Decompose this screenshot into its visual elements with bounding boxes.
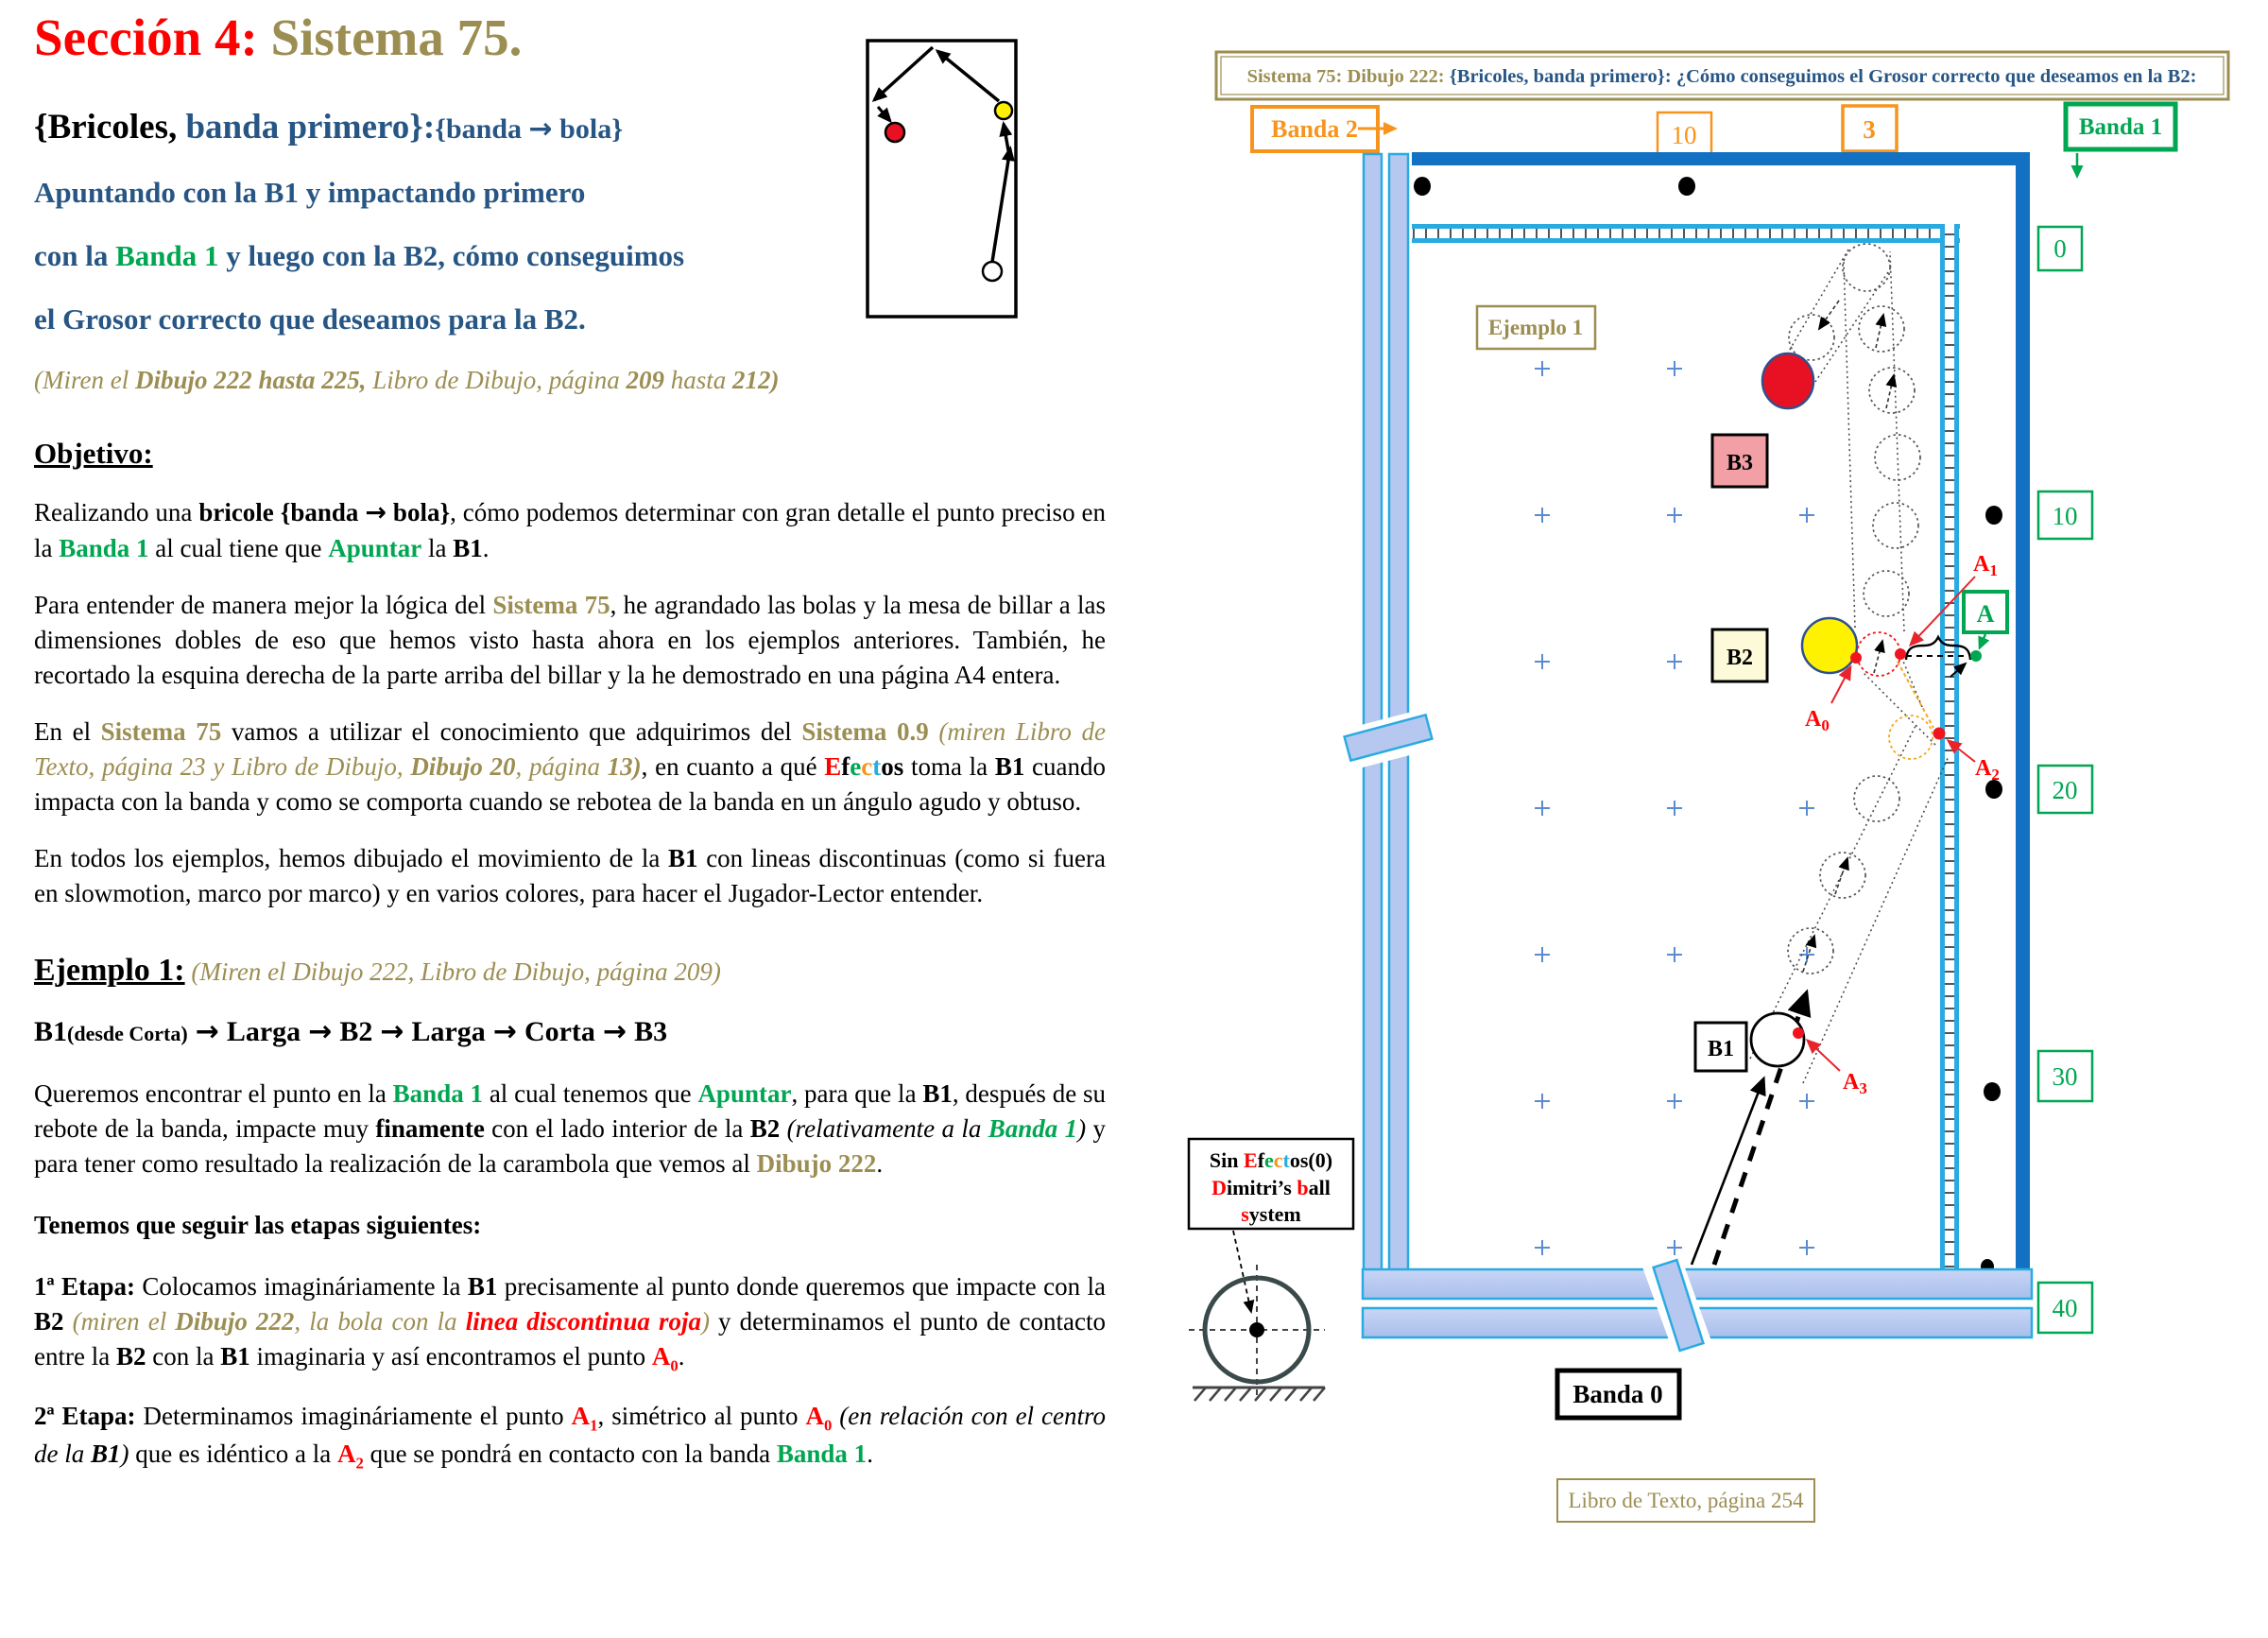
steps-heading: Tenemos que seguir las etapas siguientes: [34, 1210, 482, 1239]
b2-label: B2 [1726, 646, 1754, 670]
scale-0: 0 [2053, 234, 2067, 263]
mini-diagram [846, 24, 1073, 340]
cushion-right-hatch [1945, 224, 1954, 1273]
lead-line-1: Apuntando con la B1 y impactando primero [34, 176, 586, 209]
imaginary-b1-circle [1857, 632, 1900, 676]
section-title-gold: Sistema 75. [257, 9, 523, 66]
red-ball-b3 [1762, 353, 1813, 408]
a2-label: $A_2$ [1975, 756, 2000, 784]
scale-10: 10 [2052, 502, 2078, 530]
table-frame-top [1412, 152, 2030, 165]
paragraph-5: Queremos encontrar el punto en la Banda 1 al cual tenemos que Apuntar, para que la B1, después de su rebote de la banda, impacte muy finamente con el lado interior de la B2 (relativamente a la Banda 1) y para tener como resultado la realización de la carambola que vemos al Dibujo 222. [34, 1078, 1107, 1178]
top-3-label: 3 [1863, 115, 1876, 144]
paragraph-3: En el Sistema 75 vamos a utilizar el conocimiento que adquirimos del Sistema 0.9 (miren Libro de Texto, página 23 y Libro de Dibujo, Dibujo 20, página 13), en cuanto a qué Efectos toma la B1 cuando impacta con la banda y como se comporta cuando se rebotea de la banda en un ángulo agudo y obtuso. [34, 716, 1106, 816]
scale-boxes [2038, 227, 2092, 1333]
b3-label: B3 [1726, 451, 1754, 475]
a0-label: $A_0$ [1805, 707, 1830, 734]
lead-line-2: con la Banda 1 y luego con la B2, cómo conseguimos [34, 239, 685, 272]
a3-arrow [1808, 1041, 1840, 1071]
mini-red-ball [885, 123, 904, 142]
effect-ball-ground [1193, 1388, 1325, 1401]
paragraph-etapa-2: 2ª Etapa: Determinamos imagináriamente el punto $A_1$, simétrico al punto $A_0$ (en relación con el centro de la B1) que es idéntico a la $A_2$ que se pondrá en contacto con la banda Banda 1. [34, 1402, 1106, 1473]
arrow-glyph: → [195, 1014, 219, 1048]
arrow-glyph: → [308, 1014, 333, 1048]
point-a0-dot [1850, 652, 1862, 664]
arrow-glyph: → [528, 112, 553, 146]
sin-efectos-line2: Dimitri’s ball [1211, 1176, 1331, 1199]
b1-label: B1 [1707, 1037, 1735, 1061]
diagram-title: Sistema 75: Dibujo 222: {Bricoles, banda primero}: ¿Cómo conseguimos el Grosor correcto que deseamos en la B2: [1246, 66, 2197, 87]
arrow-glyph: → [380, 1014, 404, 1048]
banda1-label: Banda 1 [2078, 114, 2163, 140]
ejemplo1-label: Ejemplo 1 [1487, 316, 1584, 339]
route-line: B1(desde Corta) → Larga → B2 → Larga → Corta → B3 [34, 1014, 668, 1048]
mini-cue-ball [983, 262, 1002, 281]
reference-note: (Miren el Dibujo 222 hasta 225, Libro de Dibujo, página 209 hasta 212) [34, 366, 780, 394]
subtitle: {Bricoles, banda primero}:{banda → bola} [34, 108, 624, 147]
a-box-arrow [1980, 634, 1985, 647]
banda0-label: Banda 0 [1572, 1380, 1663, 1408]
a-box-label: A [1976, 600, 1995, 628]
scale-30: 30 [2052, 1062, 2078, 1091]
top-10-label: 10 [1671, 121, 1697, 149]
yellow-ball-b2 [1802, 618, 1857, 673]
cushion-top-line-b [1412, 238, 1960, 243]
paragraph-4: En todos los ejemplos, hemos dibujado el movimiento de la B1 con lineas discontinuas (como si fuera en slowmotion, marco por marco) y en varios colores, para hacer el Jugador-Lector entender. [34, 843, 1106, 907]
arrow-glyph: → [602, 1014, 627, 1048]
a3-label: $A_3$ [1843, 1070, 1867, 1097]
objetivo-heading: Objetivo: [34, 437, 153, 470]
section-title-red: Sección 4: [34, 9, 258, 66]
arrow-glyph: → [492, 1014, 517, 1048]
white-ball-b1 [1751, 1013, 1804, 1066]
table-frame-right [2016, 152, 2030, 1286]
scale-40: 40 [2052, 1294, 2078, 1322]
cushion-top-hatch [1412, 229, 1960, 238]
bottom-cue-bar-1 [1363, 1269, 2032, 1299]
point-a3-dot [1793, 1027, 1804, 1039]
paragraph-etapa-1: 1ª Etapa: Colocamos imagináriamente la B1 precisamente al punto donde queremos que impacte con la B2 (miren el Dibujo 222, la bola con la linea discontinua roja) y determinamos el punto de contacto entre la B2 con la B1 imaginaria y así encontramos el punto $A_0$. [34, 1271, 1106, 1375]
cue-aim-line-solid [1692, 1079, 1763, 1265]
lead-line-3: el Grosor correcto que deseamos para la B2. [34, 302, 586, 336]
effect-ball-center-dot [1249, 1322, 1264, 1337]
field-plus-markers [1535, 361, 1814, 1255]
cushion-right-line-a [1940, 224, 1945, 1273]
ejemplo-heading: Ejemplo 1: (Miren el Dibujo 222, Libro de Dibujo, página 209) [34, 952, 721, 988]
libro-label: Libro de Texto, página 254 [1568, 1489, 1804, 1512]
mini-yellow-ball [995, 102, 1012, 119]
scale-20: 20 [2052, 776, 2078, 804]
point-a1-dot [1895, 648, 1906, 660]
banda2-label: Banda 2 [1271, 115, 1358, 143]
point-a2-dot [1933, 728, 1946, 740]
ghost-ball-orange [1889, 716, 1933, 759]
sin-efectos-line3: system [1241, 1202, 1301, 1226]
a1-label: $A_1$ [1973, 552, 1998, 579]
sin-efectos-line1: Sin Efectos(0) [1209, 1148, 1333, 1172]
billiard-diagram [1162, 0, 2268, 1638]
paragraph-2: Para entender de manera mejor la lógica del Sistema 75, he agrandado las bolas y la mesa de billar a las dimensiones dobles de eso que hemos visto hasta ahora en los ejemplos anteriores. También, he recortado la esquina derecha de la parte arriba del billar y la he demostrado en una página A4 entera. [34, 590, 1106, 689]
cushion-top-line-a [1412, 224, 1960, 229]
point-a-green-dot [1970, 650, 1982, 662]
sin-efectos-arrow [1233, 1231, 1251, 1312]
arrow-glyph: → [365, 498, 387, 527]
left-cue-bar-1 [1364, 154, 1382, 1281]
paragraph-1: Realizando una bricole {banda → bola}, cómo podemos determinar con gran detalle el punto preciso en la Banda 1 al cual tiene que Apuntar la B1. [34, 498, 1106, 562]
